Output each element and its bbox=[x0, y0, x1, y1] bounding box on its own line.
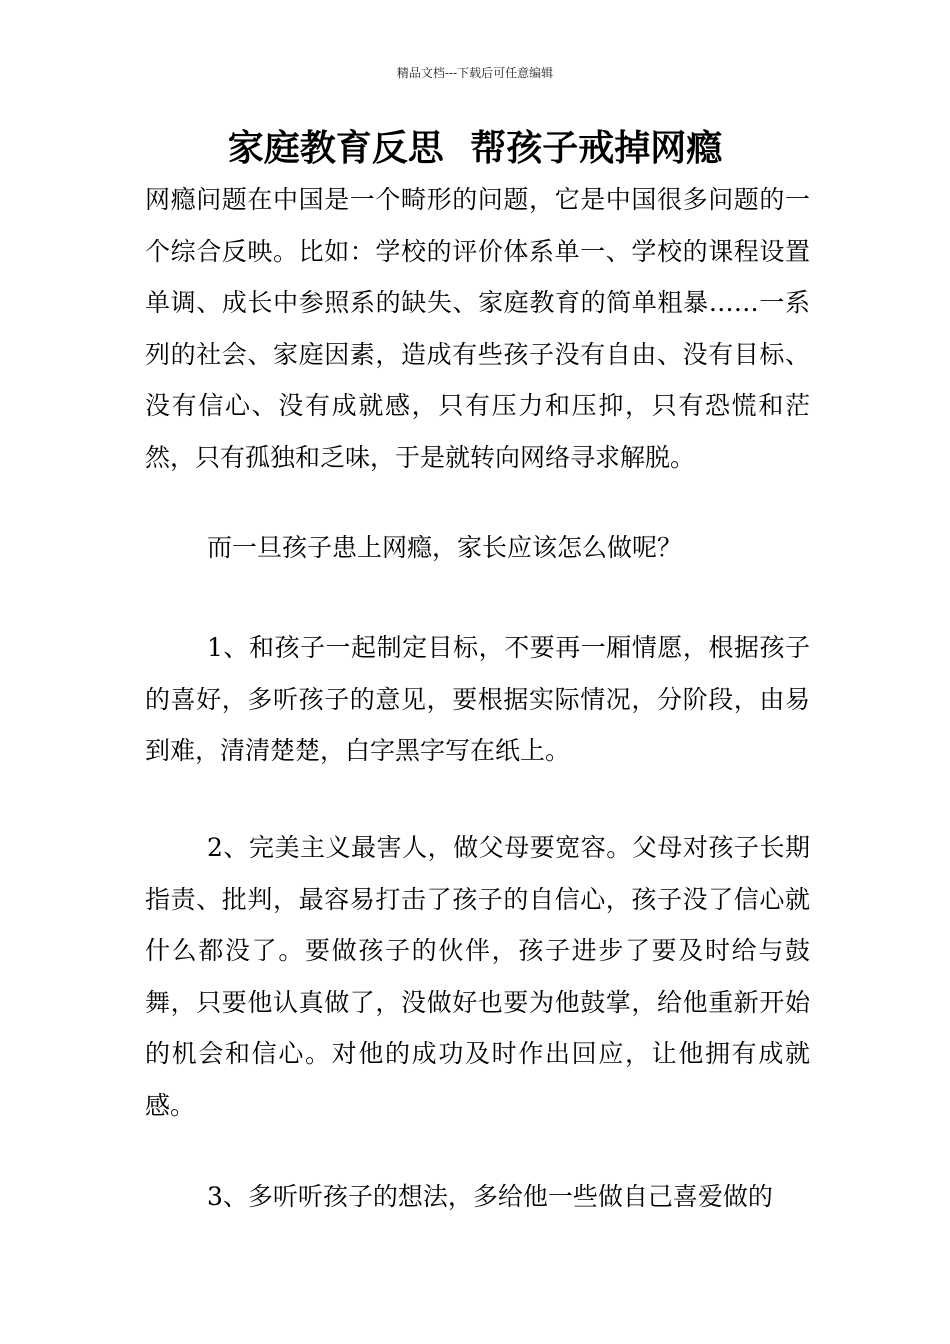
header-note: 精品文档---下载后可任意编辑 bbox=[396, 66, 554, 80]
paragraph-intro: 网瘾问题在中国是一个畸形的问题，它是中国很多问题的一个综合反映。比如：学校的评价体系单一、学校的课程设置单调、成长中参照系的缺失、家庭教育的简单粗暴……一系列的社会、家庭因素，造成有些孩子没有自由、没有目标、没有信心、没有成就感，只有压力和压抑，只有恐慌和茫然，只有孤独和乏味，于是就转向网络寻求解脱。 bbox=[145, 185, 810, 472]
paragraph-point-1: 1、和孩子一起制定目标，不要再一厢情愿，根据孩子的喜好，多听孩子的意见，要根据实际情况，分阶段，由易到难，清清楚楚，白字黑字写在纸上。 bbox=[145, 633, 810, 765]
paragraph-point-3: 3、多听听孩子的想法，多给他一些做自己喜爱做的 bbox=[207, 1182, 773, 1211]
document-title: 家庭教育反思 帮孩子戒掉网瘾 bbox=[227, 128, 723, 169]
paragraph-point-2: 2、完美主义最害人，做父母要宽容。父母对孩子长期指责、批判，最容易打击了孩子的自信心，孩子没了信心就什么都没了。要做孩子的伙伴，孩子进步了要及时给与鼓舞，只要他认真做了，没做好也要为他鼓掌，给他重新开始的机会和信心。对他的成功及时作出回应，让他拥有成就感。 bbox=[145, 833, 810, 1120]
paragraph-question: 而一旦孩子患上网瘾，家长应该怎么做呢？ bbox=[207, 533, 683, 562]
